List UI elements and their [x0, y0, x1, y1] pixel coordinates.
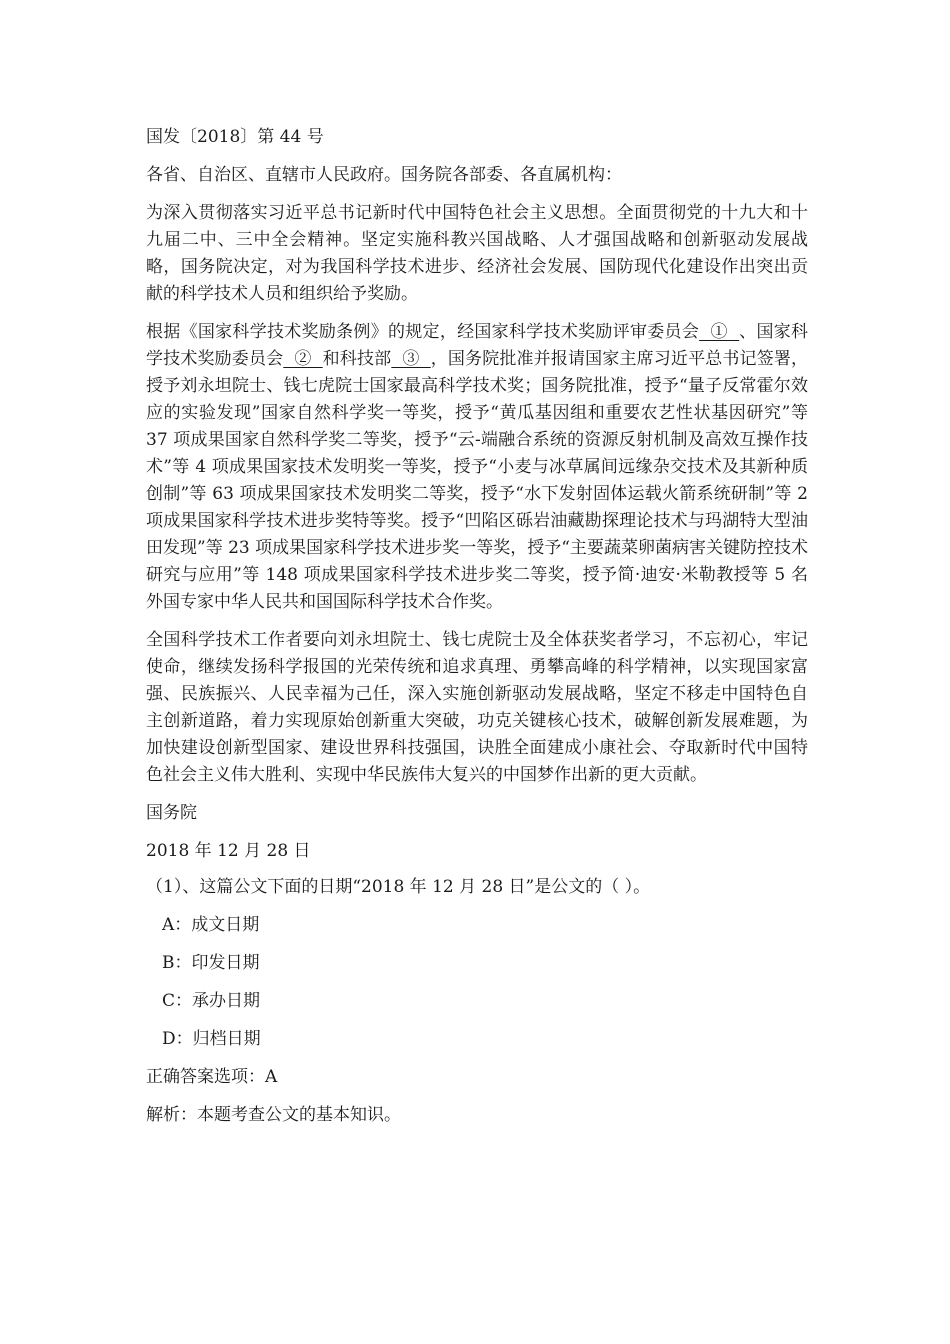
para2-text-4: ，国务院批准并报请国家主席习近平总书记签署，授予刘永坦院士、钱七虎院士国家最高科学技术奖；国务院批准，授予“量子反常霍尔效应的实验发现”国家自然科学奖一等奖，授予“黄瓜基因组和重要农艺性状基因研究”等 37 项成果国家自然科学奖二等奖，授予“云-端融合系统的资源反射机制及高效互操作技术”等 4 项成果国家技术发明奖一等奖，授予“小麦与冰草属间远缘杂交技术及其新种质创制”等 63 项成果国家技术发明奖二等奖，授予“水下发射固体运载火箭系统研制”等 2 项成果国家科学技术进步奖特等奖。授予“凹陷区砾岩油藏勘探理论技术与玛湖特大型油田发现”等 23 项成果国家科学技术进步奖一等奖，授予“主要蔬菜卵菌病害关键防控技术研究与应用”等 148 项成果国家科学技术进步奖二等奖，授予简·迪安·米勒教授等 5 名外国专家中华人民共和国国际科学技术合作奖。: [146, 349, 809, 612]
option-c: C：承办日期: [162, 991, 261, 1011]
option-d: D：归档日期: [162, 1029, 261, 1049]
para2-text-2: 、国家科学技术奖励委员会: [146, 322, 809, 369]
para2-text-1: 根据《国家科学技术奖励条例》的规定，经国家科学技术奖励评审委员会: [146, 322, 700, 342]
salutation: 各省、自治区、直辖市人民政府。国务院各部委、各直属机构：: [146, 165, 622, 185]
option-b: B：印发日期: [162, 953, 260, 973]
document-number: 国发〔2018〕第 44 号: [146, 127, 324, 147]
correct-answer: 正确答案选项：A: [146, 1067, 278, 1087]
body-paragraph-3: 全国科学技术工作者要向刘永坦院士、钱七虎院士及全体获奖者学习，不忘初心，牢记使命，继续发扬科学报国的光荣传统和追求真理、勇攀高峰的科学精神，以实现国家富强、民族振兴、人民幸福为己任，深入实施创新驱动发展战略，坚定不移走中国特色自主创新道路，着力实现原始创新重大突破，功克关键核心技术，破解创新发展难题，为加快建设创新型国家、建设世界科技强国，诀胜全面建成小康社会、夺取新时代中国特色社会主义伟大胜利、实现中华民族伟大复兴的中国梦作出新的更大贡献。: [146, 630, 808, 785]
para2-text-3: 和科技部: [322, 349, 392, 369]
body-paragraph-1: 为深入贯彻落实习近平总书记新时代中国特色社会主义思想。全面贯彻党的十九大和十九届二中、三中全会精神。坚定实施科教兴国战略、人才强国战略和创新驱动发展战略，国务院决定，对为我国科学技术进步、经济社会发展、国防现代化建设作出突出贡献的科学技术人员和组织给予奖励。: [146, 203, 808, 304]
body-paragraph-2: [146, 319, 808, 616]
blank-1: ①: [699, 322, 740, 342]
question-stem: （1）、这篇公文下面的日期“2018 年 12 月 28 日”是公文的（ ）。: [146, 877, 651, 897]
document-page: [146, 124, 808, 1129]
issuer: 国务院: [146, 803, 197, 823]
analysis: 解析：本题考查公文的基本知识。: [146, 1105, 401, 1125]
issue-date: 2018 年 12 月 28 日: [146, 841, 311, 861]
blank-3: ③: [391, 349, 431, 369]
blank-2: ②: [283, 349, 323, 369]
option-a: A：成文日期: [162, 915, 260, 935]
